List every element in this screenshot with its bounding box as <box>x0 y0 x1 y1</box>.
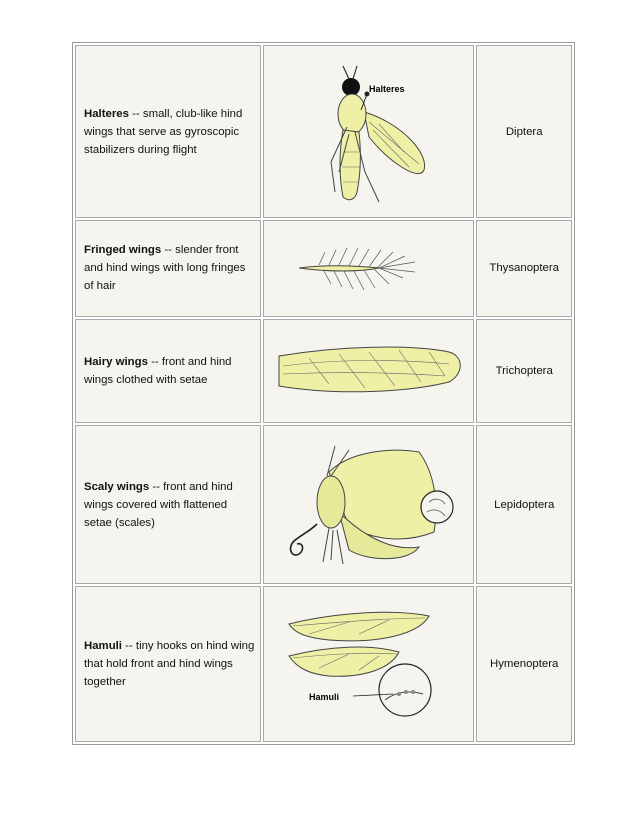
fly-halteres-illustration <box>269 52 469 212</box>
term: Hamuli <box>84 640 122 653</box>
table-row <box>75 425 572 584</box>
description-cell: Hairy wings -- front and hind wings clothed with setae <box>75 319 261 424</box>
hairy-wing-illustration <box>269 336 469 406</box>
definition: small, club-like hind wings that serve as gyroscopic stabilizers during flight <box>84 107 243 156</box>
moth-illustration <box>269 432 469 577</box>
scale-detail-circle <box>421 491 453 523</box>
fly-head <box>342 78 360 96</box>
description-cell: Fringed wings -- slender front and hind wings with long fringes of hair <box>75 220 261 317</box>
illustration-cell <box>263 45 474 218</box>
table-row <box>75 45 572 218</box>
coiled-proboscis <box>290 524 316 555</box>
halteres-label: Halteres <box>368 83 405 94</box>
insect-wing-types-table <box>72 42 575 745</box>
definition: slender front and hind wings with long fringes of hair <box>84 244 246 293</box>
illustration-cell <box>263 319 474 424</box>
hairy-wing <box>279 347 460 392</box>
forewing <box>289 612 429 641</box>
definition: tiny hooks on hind wing that hold front and hind wings together <box>84 640 255 689</box>
description-cell: Scaly wings -- front and hind wings covered with flattened setae (scales) <box>75 425 261 584</box>
order-cell: Trichoptera <box>476 319 572 424</box>
description-cell: Hamuli -- tiny hooks on hind wing that hold front and hind wings together <box>75 586 261 742</box>
table-row <box>75 319 572 424</box>
order-cell: Hymenoptera <box>476 586 572 742</box>
definition: front and hind wings covered with flattened setae (scales) <box>84 480 233 529</box>
illustration-cell <box>263 425 474 584</box>
order-cell: Lepidoptera <box>476 425 572 584</box>
hindwing <box>289 647 399 676</box>
hamuli-label: Hamuli <box>308 692 339 703</box>
fly-wing <box>364 112 425 174</box>
fly-thorax <box>338 94 366 134</box>
table-row <box>75 220 572 317</box>
term: Halteres <box>84 107 129 120</box>
term: Scaly wings <box>84 480 150 493</box>
moth-body <box>317 476 345 528</box>
order-cell: Thysanoptera <box>476 220 572 317</box>
illustration-cell <box>263 586 474 742</box>
term: Hairy wings <box>84 355 148 368</box>
order-cell: Diptera <box>476 45 572 218</box>
fringed-wing-illustration <box>269 238 469 298</box>
illustration-cell <box>263 220 474 317</box>
term: Fringed wings <box>84 244 162 257</box>
description-cell: Halteres -- small, club-like hind wings that serve as gyroscopic stabilizers during flight <box>75 45 261 218</box>
hamuli-magnifier <box>379 664 431 716</box>
fringed-wing <box>299 266 379 271</box>
definition: front and hind wings clothed with setae <box>84 355 232 386</box>
table-row <box>75 586 572 742</box>
hamuli-wings-illustration <box>269 594 469 734</box>
